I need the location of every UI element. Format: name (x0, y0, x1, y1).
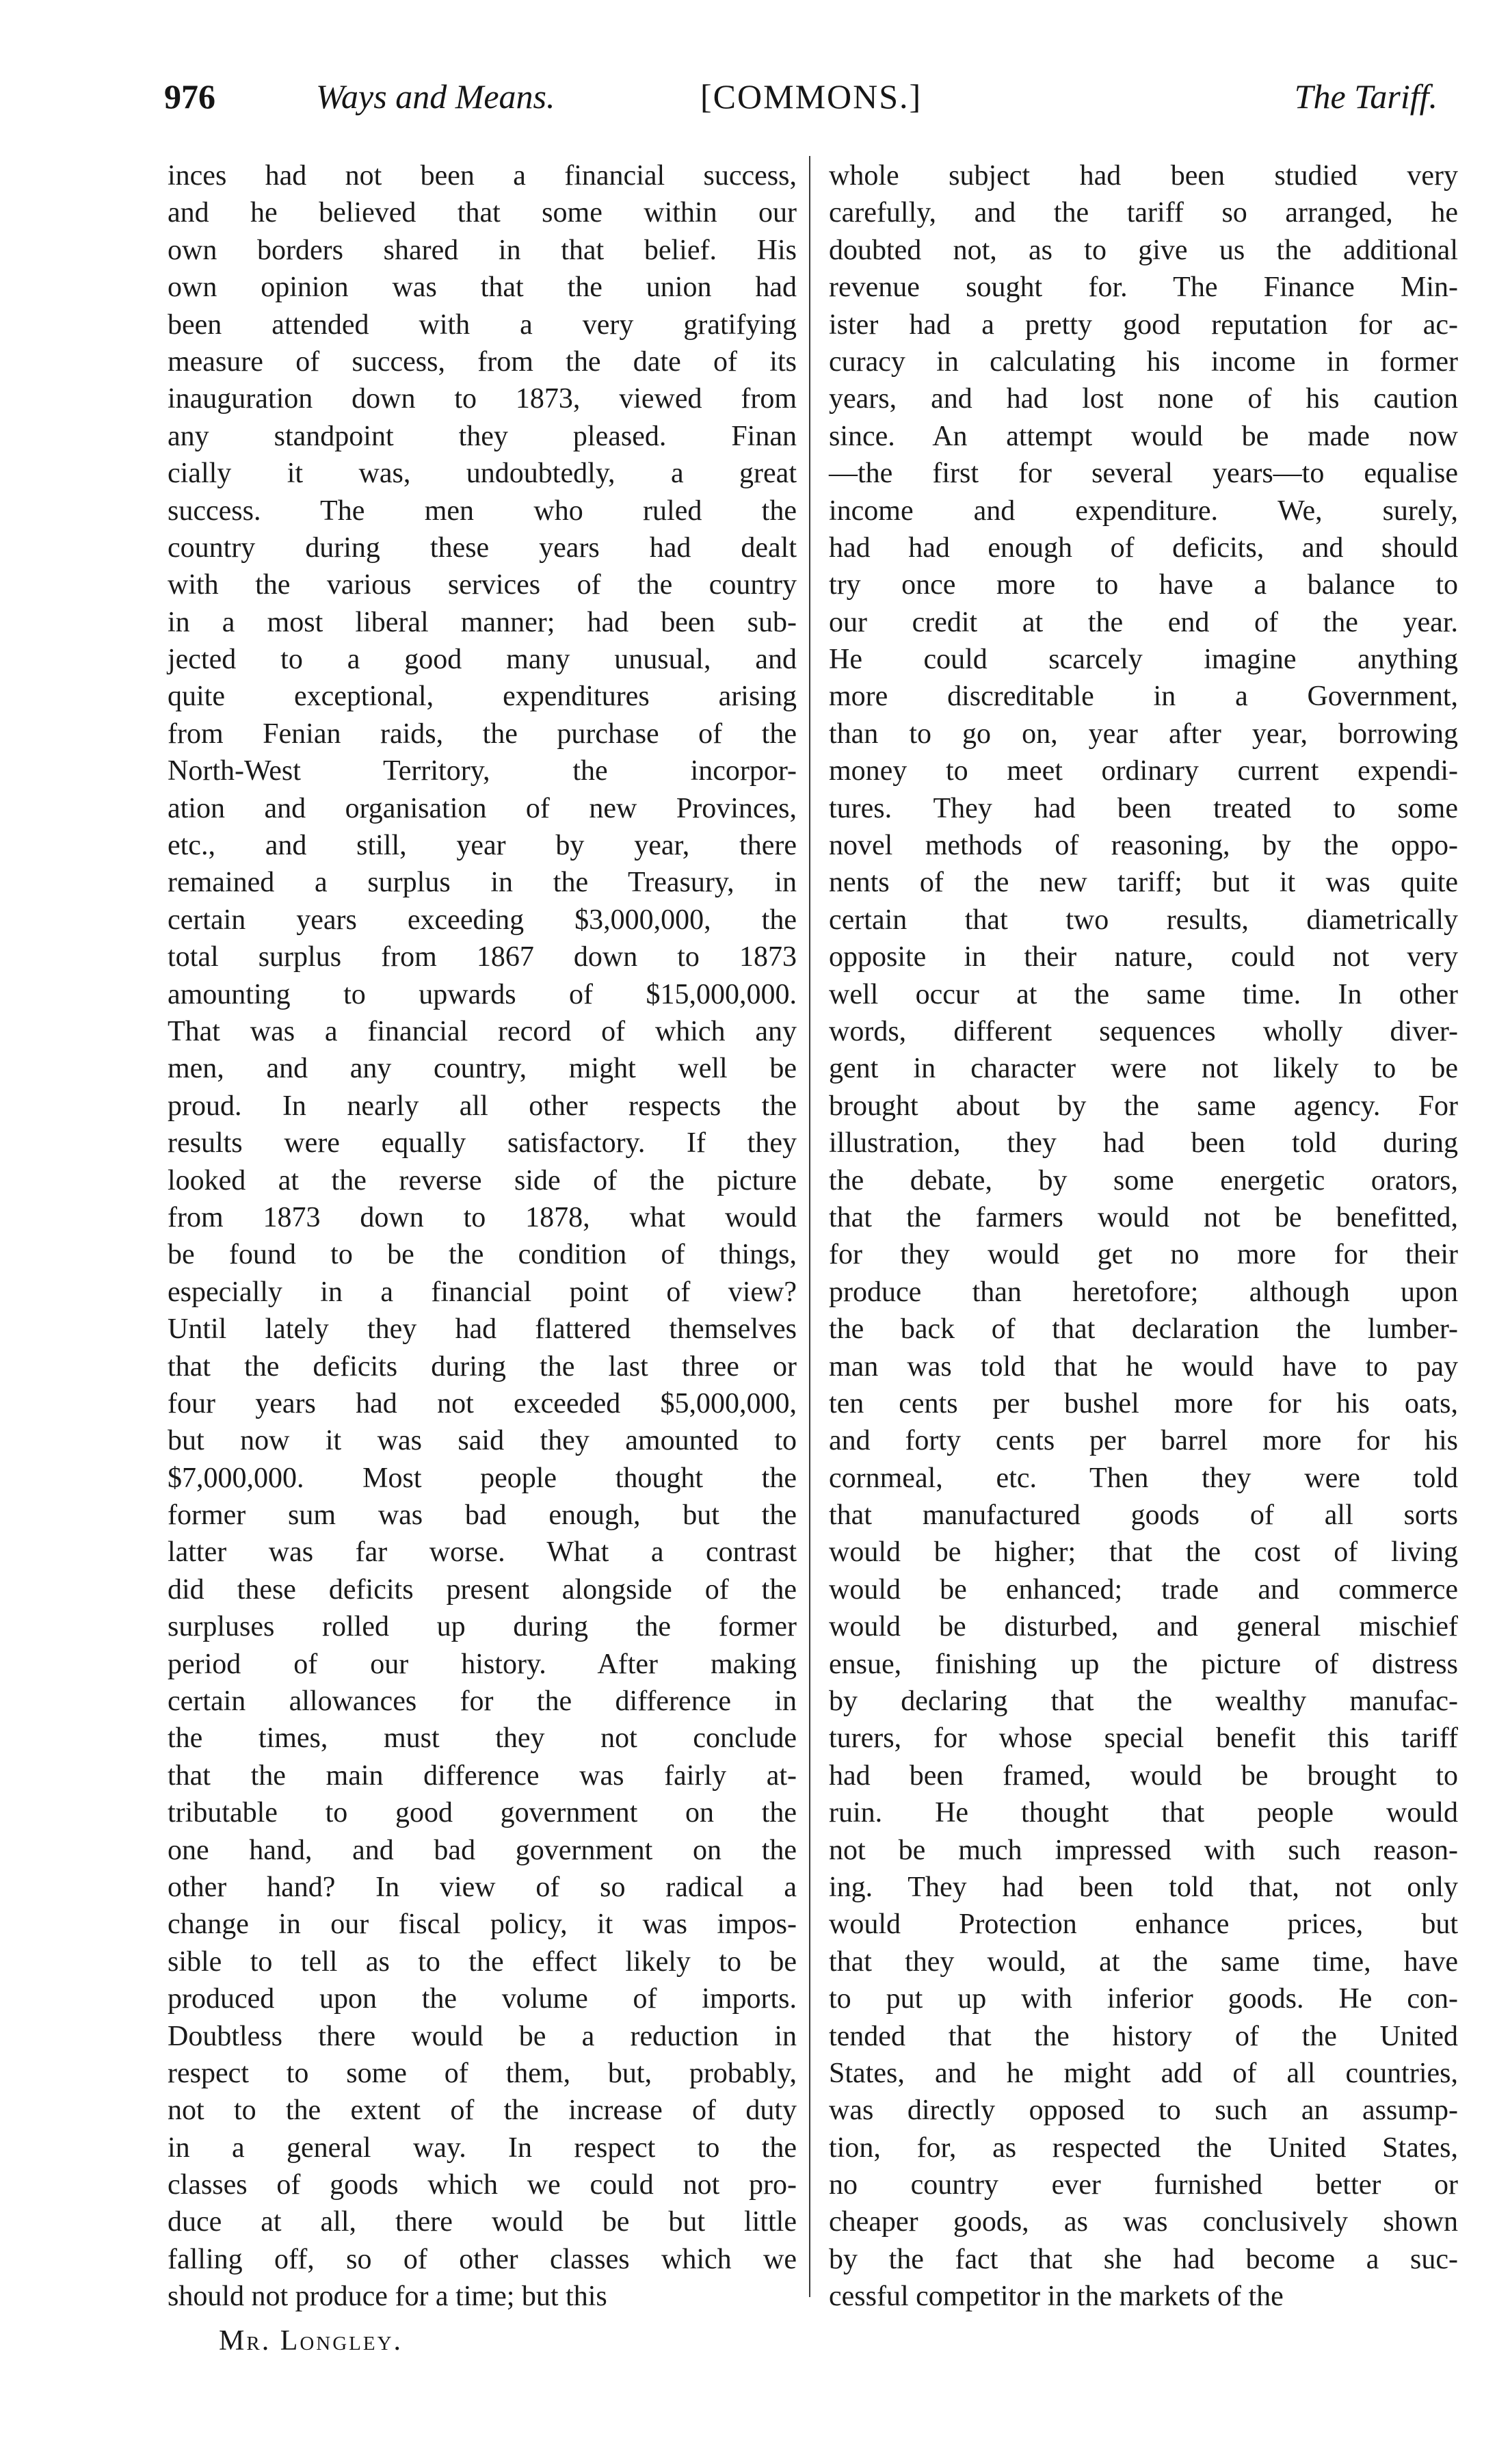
text-line: produce than heretofore; although upon (829, 1276, 1458, 1308)
text-line: measure of success, from the date of its (168, 345, 797, 378)
text-line: was directly opposed to such an assump- (829, 2095, 1458, 2127)
text-line: etc., and still, year by year, there (168, 830, 797, 862)
text-line: words, different sequences wholly diver- (829, 1015, 1458, 1047)
text-line: since. An attempt would be made now (829, 420, 1458, 452)
left-column (168, 157, 797, 2316)
text-line: novel methods of reasoning, by the oppo- (829, 830, 1458, 862)
text-line: money to meet ordinary current expendi- (829, 755, 1458, 787)
text-line: income and expenditure. We, surely, (829, 495, 1458, 527)
text-line: turers, for whose special benefit this tariff (829, 1722, 1458, 1755)
text-line: that the deficits during the last three or (168, 1350, 797, 1382)
text-line: try once more to have a balance to (829, 569, 1458, 601)
text-line: certain years exceeding $3,000,000, the (168, 904, 797, 936)
text-line: the times, must they not conclude (168, 1722, 797, 1755)
right-column (829, 157, 1458, 2316)
text-line: whole subject had been studied very (829, 160, 1458, 192)
text-line: no country ever furnished better or (829, 2169, 1458, 2201)
text-line: cessful competitor in the markets of the (829, 2281, 1284, 2313)
text-line: duce at all, there would be but little (168, 2206, 797, 2238)
text-line: —the first for several years—to equalise (829, 458, 1458, 490)
text-line: not to the extent of the increase of duty (168, 2095, 797, 2127)
text-line: tion, for, as respected the United States, (829, 2132, 1458, 2164)
text-line: inauguration down to 1873, viewed from (168, 383, 797, 415)
text-line: cornmeal, etc. Then they were told (829, 1462, 1458, 1494)
text-line: but now it was said they amounted to (168, 1425, 797, 1457)
text-line: He could scarcely imagine anything (829, 644, 1458, 676)
text-line: nents of the new tariff; but it was quite (829, 867, 1458, 899)
page-number: 976 (164, 77, 215, 116)
text-line: ation and organisation of new Provinces, (168, 792, 797, 824)
text-line: doubted not, as to give us the additional (829, 234, 1458, 266)
text-line: well occur at the same time. In other (829, 978, 1458, 1010)
text-line: in a general way. In respect to the (168, 2132, 797, 2164)
text-line: and forty cents per barrel more for his (829, 1425, 1458, 1457)
text-line: man was told that he would have to pay (829, 1350, 1458, 1382)
text-line: the back of that declaration the lumber- (829, 1313, 1458, 1346)
text-line: did these deficits present alongside of the (168, 1573, 797, 1605)
text-line: from Fenian raids, the purchase of the (168, 718, 797, 750)
text-line: proud. In nearly all other respects the (168, 1090, 797, 1122)
text-line: former sum was bad enough, but the (168, 1499, 797, 1532)
text-line: ten cents per bushel more for his oats, (829, 1387, 1458, 1419)
text-line: ing. They had been told that, not only (829, 1871, 1458, 1903)
text-line: would be enhanced; trade and commerce (829, 1573, 1458, 1605)
column-divider (809, 156, 810, 2297)
chamber-title: [COMMONS.] (700, 77, 923, 116)
text-line: tributable to good government on the (168, 1797, 797, 1829)
text-line: that they would, at the same time, have (829, 1945, 1458, 1978)
text-line: own opinion was that the union had (168, 272, 797, 304)
text-line: for they would get no more for their (829, 1239, 1458, 1271)
text-line: tures. They had been treated to some (829, 792, 1458, 824)
text-line: be found to be the condition of things, (168, 1239, 797, 1271)
text-line: our credit at the end of the year. (829, 606, 1458, 638)
text-line: certain allowances for the difference in (168, 1686, 797, 1718)
text-line: illustration, they had been told during (829, 1127, 1458, 1159)
text-line: success. The men who ruled the (168, 495, 797, 527)
text-line: curacy in calculating his income in former (829, 345, 1458, 378)
running-header (164, 77, 1450, 131)
text-line: cially it was, undoubtedly, a great (168, 458, 797, 490)
text-line: country during these years had dealt (168, 532, 797, 564)
text-line: sible to tell as to the effect likely to be (168, 1945, 797, 1978)
text-line: years, and had lost none of his caution (829, 383, 1458, 415)
text-line: should not produce for a time; but this (168, 2281, 607, 2313)
text-line: to put up with inferior goods. He con- (829, 1983, 1458, 2015)
text-line: inces had not been a financial success, (168, 160, 797, 192)
text-line: more discreditable in a Government, (829, 681, 1458, 713)
text-line: remained a surplus in the Treasury, in (168, 867, 797, 899)
text-line: by the fact that she had become a suc- (829, 2243, 1458, 2275)
text-line: $7,000,000. Most people thought the (168, 1462, 797, 1494)
text-line: the debate, by some energetic orators, (829, 1164, 1458, 1196)
text-line: any standpoint they pleased. Finan (168, 420, 797, 452)
text-line: revenue sought for. The Finance Min- (829, 272, 1458, 304)
text-line: North-West Territory, the incorpor- (168, 755, 797, 787)
text-line: certain that two results, diametrically (829, 904, 1458, 936)
text-line: latter was far worse. What a contrast (168, 1536, 797, 1569)
text-line: that manufactured goods of all sorts (829, 1499, 1458, 1532)
text-line: and he believed that some within our (168, 197, 797, 229)
text-line: brought about by the same agency. For (829, 1090, 1458, 1122)
text-line: opposite in their nature, could not very (829, 941, 1458, 973)
text-line: ister had a pretty good reputation for ac- (829, 309, 1458, 341)
speaker-signature: Mr. Longley. (219, 2325, 403, 2357)
text-line: States, and he might add of all countries, (829, 2057, 1458, 2089)
text-line: jected to a good many unusual, and (168, 644, 797, 676)
text-line: with the various services of the country (168, 569, 797, 601)
text-line: would be disturbed, and general mischief (829, 1611, 1458, 1643)
text-line: quite exceptional, expenditures arising (168, 681, 797, 713)
text-line: not be much impressed with such reason- (829, 1834, 1458, 1866)
text-line: results were equally satisfactory. If they (168, 1127, 797, 1159)
text-line: from 1873 down to 1878, what would (168, 1201, 797, 1233)
text-line: four years had not exceeded $5,000,000, (168, 1387, 797, 1419)
text-line: would Protection enhance prices, but (829, 1909, 1458, 1941)
text-line: other hand? In view of so radical a (168, 1871, 797, 1903)
text-line: amounting to upwards of $15,000,000. (168, 978, 797, 1010)
text-line: in a most liberal manner; had been sub- (168, 606, 797, 638)
text-line: falling off, so of other classes which we (168, 2243, 797, 2275)
text-line: tended that the history of the United (829, 2020, 1458, 2052)
text-line: period of our history. After making (168, 1648, 797, 1680)
text-line: surpluses rolled up during the former (168, 1611, 797, 1643)
text-line: one hand, and bad government on the (168, 1834, 797, 1866)
text-line: carefully, and the tariff so arranged, he (829, 197, 1458, 229)
text-line: classes of goods which we could not pro- (168, 2169, 797, 2201)
text-line: cheaper goods, as was conclusively shown (829, 2206, 1458, 2238)
text-line: would be higher; that the cost of living (829, 1536, 1458, 1569)
text-line: especially in a financial point of view? (168, 1276, 797, 1308)
text-line: change in our fiscal policy, it was impos- (168, 1909, 797, 1941)
subject-title: The Tariff. (1294, 77, 1438, 116)
text-line: That was a financial record of which any (168, 1015, 797, 1047)
text-line: had been framed, would be brought to (829, 1759, 1458, 1792)
text-line: by declaring that the wealthy manufac- (829, 1686, 1458, 1718)
text-line: total surplus from 1867 down to 1873 (168, 941, 797, 973)
text-line: respect to some of them, but, probably, (168, 2057, 797, 2089)
text-line: had had enough of deficits, and should (829, 532, 1458, 564)
text-line: ruin. He thought that people would (829, 1797, 1458, 1829)
text-line: gent in character were not likely to be (829, 1053, 1458, 1085)
text-line: men, and any country, might well be (168, 1053, 797, 1085)
text-line: own borders shared in that belief. His (168, 234, 797, 266)
text-line: ensue, finishing up the picture of distress (829, 1648, 1458, 1680)
text-line: than to go on, year after year, borrowing (829, 718, 1458, 750)
text-line: that the farmers would not be benefitted, (829, 1201, 1458, 1233)
text-line: looked at the reverse side of the picture (168, 1164, 797, 1196)
text-line: that the main difference was fairly at- (168, 1759, 797, 1792)
section-title: Ways and Means. (316, 77, 555, 116)
text-line: Doubtless there would be a reduction in (168, 2020, 797, 2052)
text-line: Until lately they had flattered themselves (168, 1313, 797, 1346)
text-line: been attended with a very gratifying (168, 309, 797, 341)
text-line: produced upon the volume of imports. (168, 1983, 797, 2015)
